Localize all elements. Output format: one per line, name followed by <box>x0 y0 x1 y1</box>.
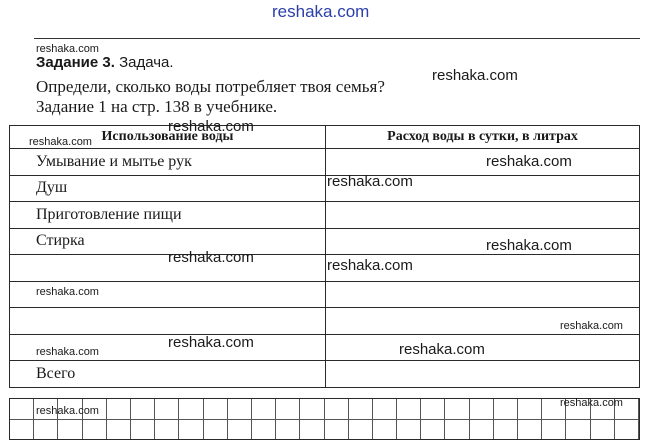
table-row <box>10 281 640 308</box>
grid-cell <box>300 420 324 440</box>
header-usage: Использование воды <box>10 126 326 149</box>
grid-cell <box>349 420 373 440</box>
grid-cell <box>179 399 203 420</box>
grid-cell <box>566 420 590 440</box>
watermark: reshaka.com <box>29 136 92 148</box>
watermark: reshaka.com <box>486 153 572 170</box>
grid-cell <box>34 420 58 440</box>
usage-cell[interactable] <box>10 308 326 335</box>
table-header-row <box>10 126 640 149</box>
grid-cell <box>591 420 615 440</box>
grid-cell <box>58 420 82 440</box>
grid-cell <box>470 399 494 420</box>
grid-cell <box>518 420 542 440</box>
grid-cell <box>397 420 421 440</box>
watermark: reshaka.com <box>168 118 254 135</box>
table-row-total <box>10 361 640 388</box>
watermark: reshaka.com <box>168 334 254 351</box>
header-consumption: Расход воды в сутки, в литрах <box>326 126 640 149</box>
grid-cell <box>518 399 542 420</box>
grid-cell <box>397 399 421 420</box>
watermark: reshaka.com <box>168 249 254 266</box>
grid-cell <box>542 420 566 440</box>
grid-cell <box>470 420 494 440</box>
table-row <box>10 334 640 361</box>
table-row <box>10 175 640 202</box>
task-title <box>36 54 174 71</box>
grid-cell <box>325 399 349 420</box>
grid-cell <box>228 399 252 420</box>
grid-cell <box>325 420 349 440</box>
top-rule <box>34 38 640 39</box>
task-type: Задача. <box>114 54 174 71</box>
watermark: reshaka.com <box>399 341 485 358</box>
task-question: Определи, сколько воды потребляет твоя семья? <box>36 77 385 96</box>
grid-cell <box>276 399 300 420</box>
watermark: reshaka.com <box>36 346 99 358</box>
grid-cell <box>421 399 445 420</box>
watermark: reshaka.com <box>327 257 413 274</box>
grid-cell <box>83 420 107 440</box>
table-row <box>10 255 640 282</box>
task-number: Задание 3. <box>36 54 115 71</box>
grid-cell <box>373 420 397 440</box>
grid-cell <box>107 420 131 440</box>
grid-cell <box>204 399 228 420</box>
table-row <box>10 202 640 229</box>
grid-cell <box>300 399 324 420</box>
grid-cell <box>494 399 518 420</box>
task-reference: Задание 1 на стр. 138 в учебнике. <box>36 97 278 116</box>
watermark: reshaka.com <box>327 173 413 190</box>
grid-cell <box>373 399 397 420</box>
grid-cell <box>349 399 373 420</box>
usage-cell: Душ <box>10 175 326 202</box>
total-value-cell[interactable] <box>326 361 640 388</box>
grid-cell <box>252 420 276 440</box>
grid-cell <box>445 420 469 440</box>
grid-cell <box>107 399 131 420</box>
grid-cell <box>204 420 228 440</box>
total-label: Всего <box>10 361 326 388</box>
grid-cell <box>421 420 445 440</box>
watermark: reshaka.com <box>560 320 623 332</box>
grid-cell <box>252 399 276 420</box>
squared-grid <box>9 398 640 440</box>
watermark: reshaka.com <box>36 405 99 417</box>
grid-cell <box>131 420 155 440</box>
grid-cell <box>10 399 34 420</box>
grid-cell <box>228 420 252 440</box>
watermark: reshaka.com <box>36 286 99 298</box>
watermark: reshaka.com <box>560 397 623 409</box>
grid-cell <box>155 399 179 420</box>
usage-cell: Умывание и мытье рук <box>10 149 326 176</box>
table-row <box>10 308 640 335</box>
grid-cell <box>131 399 155 420</box>
consumption-cell[interactable] <box>326 149 640 176</box>
consumption-cell[interactable] <box>326 281 640 308</box>
grid-cell <box>155 420 179 440</box>
grid-cell <box>276 420 300 440</box>
consumption-cell[interactable] <box>326 228 640 255</box>
watermark: reshaka.com <box>36 43 99 55</box>
watermark-top: reshaka.com <box>272 2 370 21</box>
grid-cell <box>615 420 639 440</box>
usage-cell: Стирка <box>10 228 326 255</box>
grid-cell <box>179 420 203 440</box>
consumption-cell[interactable] <box>326 202 640 229</box>
grid-cell <box>494 420 518 440</box>
watermark: reshaka.com <box>432 67 518 84</box>
grid-cell <box>445 399 469 420</box>
usage-cell: Приготовление пищи <box>10 202 326 229</box>
grid-cell <box>10 420 34 440</box>
watermark: reshaka.com <box>486 237 572 254</box>
